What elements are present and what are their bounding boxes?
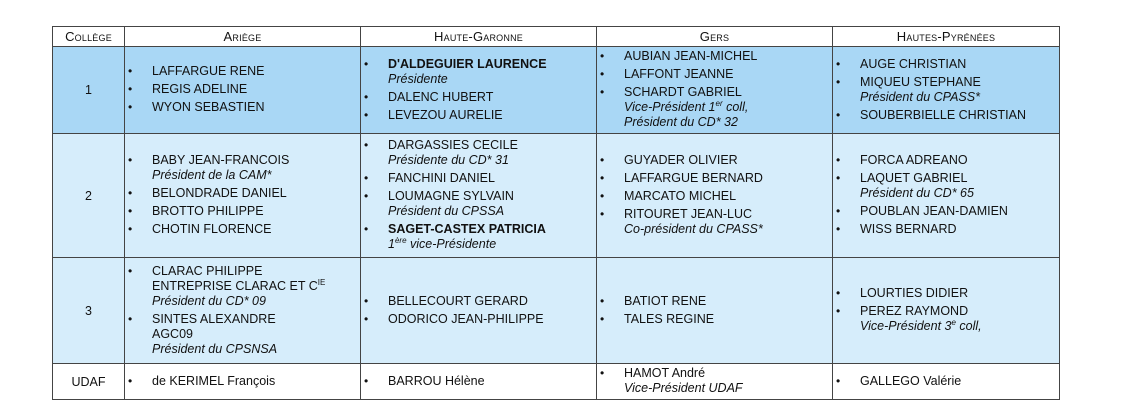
haute-garonne-cell [361, 47, 597, 134]
member-name: • REGIS ADELINE [152, 82, 248, 96]
member-role: Vice-Président UDAF [624, 381, 743, 395]
member-name: • LOUMAGNE SYLVAIN [388, 189, 514, 203]
member-role: Président du CPASS* [860, 89, 980, 104]
member-company: AGC09 [152, 326, 193, 341]
list-item [836, 57, 1059, 72]
member-name: • FORCA ADREANO [860, 153, 968, 167]
list-item [128, 64, 360, 79]
member-name: • BATIOT RENE [624, 293, 707, 308]
list-item [128, 204, 360, 219]
member-name: • LOURTIES DIDIER [860, 286, 969, 300]
college-cell: 1 [53, 47, 125, 134]
table-row [53, 134, 1060, 258]
list-item [364, 108, 596, 123]
list-item [836, 286, 1059, 301]
member-name: • LEVEZOU AURELIE [388, 107, 503, 122]
list-item [128, 153, 360, 183]
list-item [128, 186, 360, 201]
list-item [836, 171, 1059, 201]
member-name: • TALES REGINE [624, 311, 715, 326]
member-name: • AUBIAN JEAN-MICHEL [624, 49, 758, 63]
list-item [128, 264, 360, 309]
list-item [600, 312, 832, 327]
list-item [128, 222, 360, 237]
gers-cell [597, 364, 833, 400]
member-name: • DARGASSIES CECILE [388, 138, 518, 152]
list-item [128, 374, 360, 389]
member-name: • WYON SEBASTIEN [152, 100, 265, 114]
hautes-pyrenees-cell [833, 258, 1060, 364]
header-gers: Gers [597, 27, 833, 47]
gers-cell [597, 258, 833, 364]
list-item [600, 85, 832, 130]
member-name: • AUGE CHRISTIAN [860, 56, 967, 71]
header-row [53, 27, 1060, 47]
member-name: • LAQUET GABRIEL [860, 171, 968, 185]
member-name: • BABY JEAN-FRANCOIS [152, 153, 290, 167]
member-role: Président du CPSSA [388, 204, 505, 218]
hautes-pyrenees-cell [833, 364, 1060, 400]
list-item [364, 171, 596, 186]
member-role: Président du CPSNSA [152, 341, 278, 356]
list-item [364, 57, 596, 87]
table-row [53, 47, 1060, 134]
member-role: Vice-Président 1er coll, [624, 98, 749, 114]
list-item [836, 222, 1059, 237]
gers-cell [597, 47, 833, 134]
list-item [128, 100, 360, 115]
college-cell: 2 [53, 134, 125, 258]
haute-garonne-cell [361, 364, 597, 400]
header-haute-garonne: Haute-Garonne [361, 27, 597, 47]
list-item [600, 153, 832, 168]
list-item [600, 171, 832, 186]
list-item [364, 138, 596, 168]
list-item [364, 189, 596, 219]
member-name: • RITOURET JEAN-LUC [624, 207, 753, 221]
member-role: Présidente du CD* 31 [388, 153, 509, 167]
list-item [364, 374, 596, 389]
list-item [600, 294, 832, 309]
member-company: ENTREPRISE CLARAC ET $C^{IE}$ [152, 277, 326, 293]
list-item [364, 294, 596, 309]
table-row [53, 364, 1060, 400]
member-name: • BARROU Hélène [388, 373, 485, 388]
ariege-cell [125, 47, 361, 134]
list-item [364, 312, 596, 327]
list-item [364, 222, 596, 252]
member-name: • de KERIMEL François [152, 373, 276, 388]
member-name: • SINTES ALEXANDRE [152, 311, 276, 326]
list-item [836, 204, 1059, 219]
hautes-pyrenees-cell [833, 47, 1060, 134]
member-role: 1ère vice-Présidente [388, 235, 497, 251]
member-role: Président du CD* 32 [624, 115, 738, 129]
member-name: • DALENC HUBERT [388, 89, 494, 104]
member-name: • LAFFARGUE RENE [152, 64, 265, 78]
member-name: • MIQUEU STEPHANE [860, 74, 981, 89]
member-name: • PEREZ RAYMOND [860, 304, 969, 318]
member-name: • POUBLAN JEAN-DAMIEN [860, 204, 1008, 218]
header-ariege: Ariège [125, 27, 361, 47]
college-cell: 3 [53, 258, 125, 364]
member-name: • GALLEGO Valérie [860, 373, 962, 388]
member-name: • LAFFONT JEANNE [624, 67, 734, 81]
member-name: • SOUBERBIELLE CHRISTIAN [860, 107, 1027, 122]
list-item [836, 153, 1059, 168]
ariege-cell [125, 134, 361, 258]
college-cell: UDAF [53, 364, 125, 400]
member-name: • D'ALDEGUIER LAURENCE [388, 56, 547, 71]
member-name: • GUYADER OLIVIER [624, 153, 738, 167]
member-role: Président du CD* 09 [152, 293, 266, 308]
ariege-cell [125, 258, 361, 364]
member-name: • HAMOT André [624, 366, 706, 380]
member-role: Co-président du CPASS* [624, 222, 763, 236]
list-item [836, 108, 1059, 123]
table-row [53, 258, 1060, 364]
member-name: • LAFFARGUE BERNARD [624, 171, 763, 185]
haute-garonne-cell [361, 134, 597, 258]
member-name: • FANCHINI DANIEL [388, 171, 495, 185]
list-item [364, 90, 596, 105]
list-item [600, 366, 832, 396]
list-item [836, 304, 1059, 334]
list-item [128, 312, 360, 357]
member-name: • SCHARDT GABRIEL [624, 85, 742, 99]
member-name: • CLARAC PHILIPPE [152, 263, 263, 278]
list-item [128, 82, 360, 97]
member-role: Président de la CAM* [152, 168, 272, 182]
list-item [600, 189, 832, 204]
member-name: • BELONDRADE DANIEL [152, 186, 287, 200]
gers-cell [597, 134, 833, 258]
member-name: • CHOTIN FLORENCE [152, 222, 272, 236]
member-name: • MARCATO MICHEL [624, 189, 737, 203]
member-name: • ODORICO JEAN-PHILIPPE [388, 311, 544, 326]
header-hautes-pyrenees: Hautes-Pyrénées [833, 27, 1060, 47]
board-members-table [52, 26, 1060, 400]
list-item [600, 207, 832, 237]
list-item [836, 75, 1059, 105]
member-role: Président du CD* 65 [860, 186, 974, 200]
member-name: • SAGET-CASTEX PATRICIA [388, 222, 546, 236]
ariege-cell [125, 364, 361, 400]
member-role: Vice-Président 3e coll, [860, 317, 982, 333]
hautes-pyrenees-cell [833, 134, 1060, 258]
member-role: Présidente [388, 71, 448, 86]
member-name: • WISS BERNARD [860, 222, 957, 236]
member-name: • BROTTO PHILIPPE [152, 204, 264, 218]
list-item [836, 374, 1059, 389]
member-name: • BELLECOURT GERARD [388, 293, 528, 308]
haute-garonne-cell [361, 258, 597, 364]
list-item [600, 49, 832, 64]
list-item [600, 67, 832, 82]
header-college: Collège [53, 27, 125, 47]
